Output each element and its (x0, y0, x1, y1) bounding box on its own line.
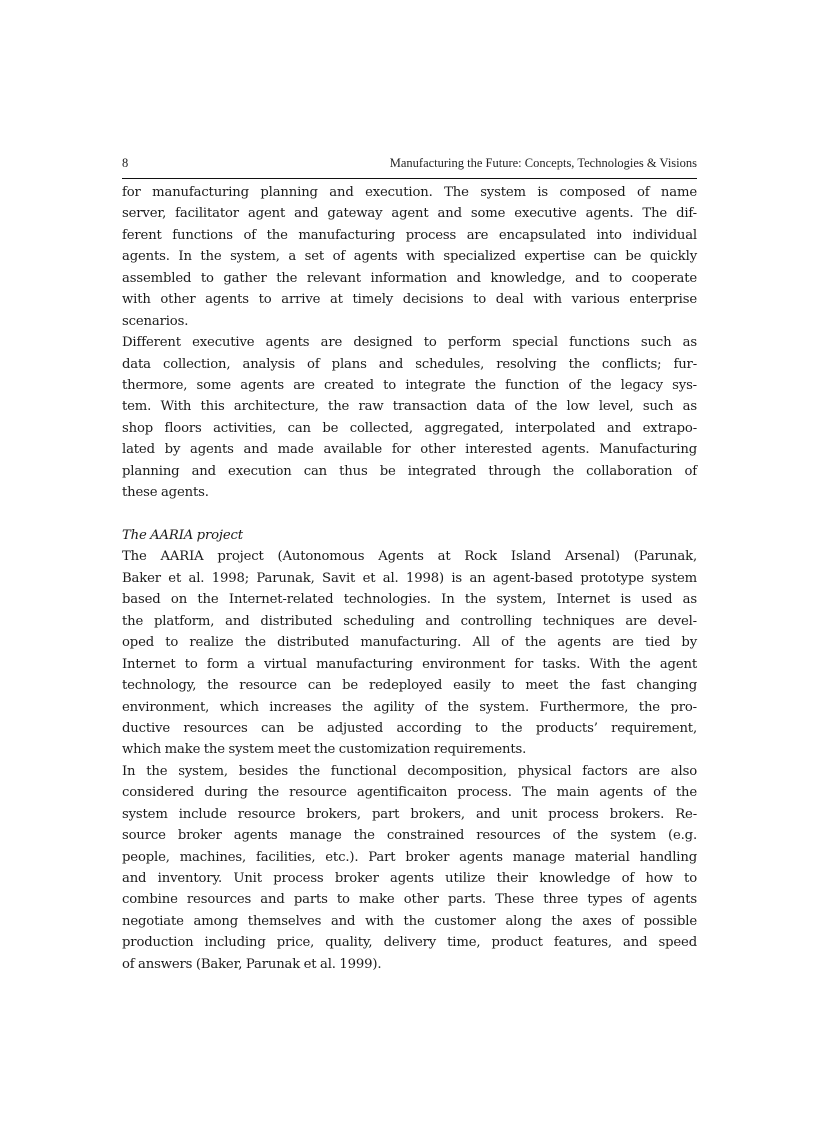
body-text (122, 182, 697, 975)
text-line: combine resources and parts to make other parts. These three types of agents (122, 892, 697, 908)
text-line: the platform, and distributed scheduling and controlling techniques are devel- (122, 613, 697, 629)
text-line: assembled to gather the relevant information and knowledge, and to cooperate (122, 270, 697, 286)
text-line: The AARIA project (Autonomous Agents at Rock Island Arsenal) (Parunak, (122, 549, 697, 565)
text-line: and inventory. Unit process broker agents utilize their knowledge of how to (122, 871, 697, 886)
text-line: server, facilitator agent and gateway agent and some executive agents. The dif- (122, 206, 697, 222)
text-line: Baker et al. 1998; Parunak, Savit et al. 1998) is an agent-based prototype system (122, 570, 697, 586)
running-header (122, 154, 697, 176)
text-line: shop floors activities, can be collected, aggregated, interpolated and extrapo- (122, 420, 697, 436)
text-line: ferent functions of the manufacturing process are encapsulated into individual (122, 227, 697, 243)
text-line: tem. With this architecture, the raw transaction data of the low level, such as (122, 399, 697, 415)
text-line: negotiate among themselves and with the customer along the axes of possible (122, 913, 697, 929)
text-line: people, machines, facilities, etc.). Part broker agents manage material handling (122, 849, 697, 865)
text-line: environment, which increases the agility of the system. Furthermore, the pro- (122, 699, 697, 715)
text-line: ductive resources can be adjusted according to the products’ requirement, (122, 720, 697, 736)
text-line: source broker agents manage the constrained resources of the system (e.g. (122, 828, 697, 844)
paragraph (122, 182, 697, 332)
text-line: of answers (Baker, Parunak et al. 1999). (122, 956, 382, 972)
text-line: considered during the resource agentificaiton process. The main agents of the (122, 785, 697, 801)
text-line: planning and execution can thus be integrated through the collaboration of (122, 463, 697, 479)
text-line: for manufacturing planning and execution. The system is composed of name (122, 185, 697, 200)
text-line: based on the Internet-related technologies. In the system, Internet is used as (122, 592, 697, 608)
text-line: which make the system meet the customization requirements. (122, 742, 527, 758)
paragraph-gap (122, 504, 697, 525)
paragraph (122, 332, 697, 504)
running-title: Manufacturing the Future: Concepts, Technologies & Visions (389, 156, 697, 170)
text-line: with other agents to arrive at timely decisions to deal with various enterprise (122, 292, 697, 308)
text-line: Different executive agents are designed to perform special functions such as (122, 335, 697, 351)
text-line: scenarios. (122, 313, 189, 329)
text-line: these agents. (122, 485, 209, 501)
text-line: data collection, analysis of plans and schedules, resolving the conflicts; fur- (122, 356, 697, 372)
section-heading: The AARIA project (122, 528, 243, 543)
paragraph (122, 546, 697, 760)
text-line: system include resource brokers, part brokers, and unit process brokers. Re- (122, 806, 697, 822)
document-page (122, 154, 697, 975)
text-line: production including price, quality, delivery time, product features, and speed (122, 935, 697, 951)
section-aaria (122, 525, 697, 975)
text-line: oped to realize the distributed manufacturing. All of the agents are tied by (122, 635, 697, 651)
text-line: thermore, some agents are created to integrate the function of the legacy sys- (122, 377, 697, 393)
text-line: In the system, besides the functional decomposition, physical factors are also (122, 763, 697, 779)
page-number: 8 (122, 156, 129, 170)
header-rule (122, 178, 697, 179)
text-line: agents. In the system, a set of agents with specialized expertise can be quickly (122, 249, 697, 265)
text-line: Internet to form a virtual manufacturing environment for tasks. With the agent (122, 656, 697, 672)
paragraph (122, 761, 697, 975)
text-line: technology, the resource can be redeployed easily to meet the fast changing (122, 678, 697, 694)
text-line: lated by agents and made available for other interested agents. Manufacturing (122, 442, 697, 458)
